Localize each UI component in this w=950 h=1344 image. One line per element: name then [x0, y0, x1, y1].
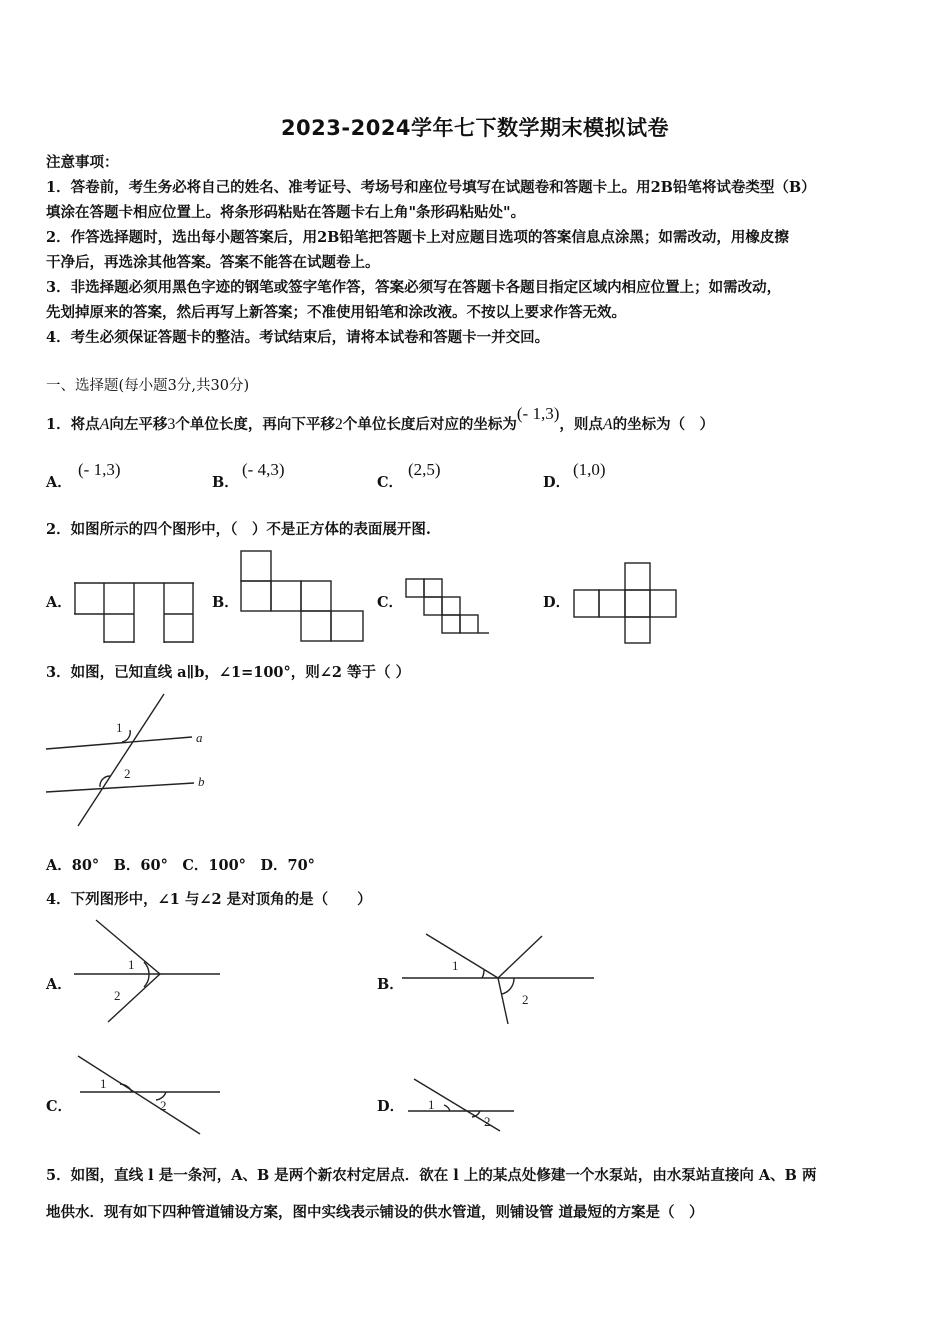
q4-figure-b: [402, 932, 598, 1028]
question-1-stem: [46, 404, 715, 437]
q1-option-value: (2,5): [408, 460, 441, 479]
page-title: 2023-2024学年七下数学期末模拟试卷: [280, 116, 670, 140]
line-a-label: a: [196, 730, 203, 745]
q1-option-label: C．: [377, 474, 404, 491]
q4-figure-d: [408, 1077, 518, 1133]
notice-line: 4．考生必须保证答题卡的整洁。考试结束后，请将本试卷和答题卡一并交回。: [46, 329, 550, 346]
angle-2-label: 2: [114, 988, 121, 1003]
angle-2-label: 2: [522, 992, 529, 1007]
q2-net-d: [573, 562, 679, 644]
q3-options: A．80° B．60° C．100° D．70°: [46, 857, 315, 874]
question-2-stem: 2．如图所示的四个图形中，（ ）不是正方体的表面展开图.: [46, 521, 431, 538]
q2-option-label: D．: [543, 594, 571, 611]
notice-heading: 注意事项：: [46, 154, 119, 171]
q4-figure-a: [74, 918, 224, 1026]
q1-text: ，则点: [559, 416, 603, 433]
q1-num: 2: [334, 416, 343, 433]
q1-target: (- 1,3): [516, 404, 560, 423]
angle-2-label: 2: [160, 1098, 167, 1113]
q1-text: 向左平移: [109, 416, 168, 433]
notice-line: 先划掉原来的答案，然后再写上新答案；不准使用铅笔和涂改液。不按以上要求作答无效。: [46, 304, 626, 321]
q1-num: 3: [167, 416, 176, 433]
angle-1-label: 1: [100, 1076, 107, 1091]
q1-var: A: [99, 416, 110, 433]
q1-option-label: A．: [46, 474, 72, 491]
question-4-stem: 4．下列图形中，∠1 与∠2 是对顶角的是（ ）: [46, 891, 372, 908]
q1-text: 的坐标为（ ）: [612, 416, 715, 433]
q1-var: A: [602, 416, 613, 433]
question-5-line1: 5．如图，直线 l 是一条河，A、B 是两个新农村定居点．欲在 l 上的某点处修建一个水泵站，由水泵站直接向 A、B 两: [46, 1167, 817, 1184]
q1-text: 1．将点: [46, 416, 100, 433]
angle-1-label: 1: [452, 958, 459, 973]
q2-option-label: B．: [212, 594, 239, 611]
notice-line: 2．作答选择题时，选出每小题答案后，用2B铅笔把答题卡上对应题目选项的答案信息点涂黑；如需改动，用橡皮擦: [46, 229, 789, 246]
q4-option-label: C．: [46, 1098, 73, 1115]
q2-net-c: [405, 578, 495, 644]
q2-net-a: [74, 582, 194, 644]
q4-option-label: D．: [377, 1098, 405, 1115]
q1-text: 个单位长度后对应的坐标为: [342, 416, 517, 433]
q4-option-label: A．: [46, 976, 72, 993]
angle-2-label: 2: [484, 1114, 491, 1129]
notice-line: 干净后，再选涂其他答案。答案不能答在试题卷上。: [46, 254, 380, 271]
q3-figure: [44, 692, 214, 832]
angle-1-label: 1: [428, 1097, 435, 1112]
q1-option-value: (- 1,3): [78, 460, 121, 479]
q1-option-label: D．: [543, 474, 571, 491]
notice-line: 3．非选择题必须用黑色字迹的钢笔或签字笔作答，答案必须写在答题卡各题目指定区域内相应位置上；如需改动，: [46, 279, 782, 296]
section-heading: 一、选择题(每小题3分,共30分): [46, 378, 250, 394]
line-b-label: b: [198, 774, 205, 789]
angle-2-label: 2: [124, 766, 131, 781]
angle-1-label: 1: [116, 720, 123, 735]
q1-text: 个单位长度，再向下平移: [175, 416, 335, 433]
q4-option-label: B．: [377, 976, 404, 993]
angle-1-label: 1: [128, 957, 135, 972]
q1-option-value: (1,0): [573, 460, 606, 479]
q1-option-label: B．: [212, 474, 239, 491]
notice-line: 填涂在答题卡相应位置上。将条形码粘贴在答题卡右上角"条形码粘贴处"。: [46, 204, 526, 221]
q1-option-value: (- 4,3): [242, 460, 285, 479]
q2-net-b: [240, 550, 366, 644]
q4-figure-c: [74, 1054, 224, 1138]
q2-option-label: A．: [46, 594, 72, 611]
q2-option-label: C．: [377, 594, 404, 611]
question-5-line2: 地供水．现有如下四种管道铺设方案，图中实线表示铺设的供水管道，则铺设管 道最短的方案是（ ）: [46, 1204, 704, 1221]
question-3-stem: 3．如图，已知直线 a∥b，∠1=100°，则∠2 等于（ ）: [46, 664, 411, 681]
notice-line: 1．答卷前，考生务必将自己的姓名、准考证号、考场号和座位号填写在试题卷和答题卡上。用2B铅笔将试卷类型（B）: [46, 179, 816, 196]
